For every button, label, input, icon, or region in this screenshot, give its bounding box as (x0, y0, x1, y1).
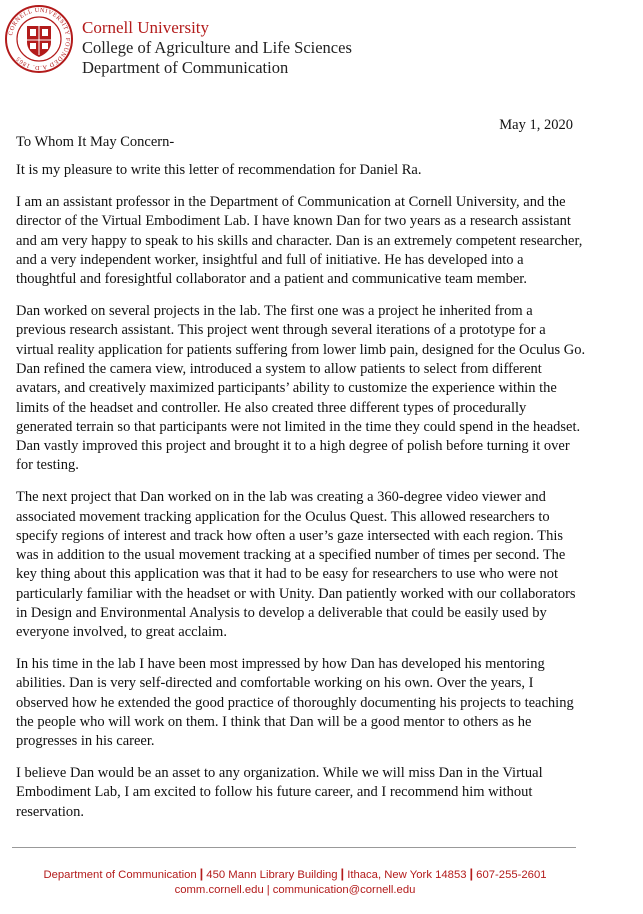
footer-city: Ithaca, New York 14853 (347, 869, 467, 881)
cornell-seal-icon (4, 4, 74, 74)
footer-line-2 (0, 883, 590, 898)
footer-separator: | (340, 866, 345, 881)
svg-text:CORNELL UNIVERSITY FOUNDED A.D: CORNELL UNIVERSITY FOUNDED A.D. 1865 (7, 6, 72, 72)
letter-date: May 1, 2020 (499, 117, 573, 133)
footer-website-link[interactable]: comm.cornell.edu (174, 884, 264, 896)
footer-email-link[interactable]: communication@cornell.edu (272, 884, 416, 896)
paragraph-intro: It is my pleasure to write this letter of recommendation for Daniel Ra. (16, 162, 422, 179)
department-name: Department of Communication (82, 58, 289, 77)
footer-divider (12, 847, 576, 848)
paragraph-mentoring: In his time in the lab I have been most impressed by how Dan has developed his mentoring abilities. Dan is very self-directed and comfortable working on his own. Over the years, I observed how he extended the good practice of thoroughly documenting his projects to teaching the people who will work on them. I think that Dan will be a good mentor to others as he progresses in his career. (16, 656, 574, 750)
footer-address: 450 Mann Library Building (206, 869, 338, 881)
letterhead (4, 4, 604, 76)
footer-phone: 607-255-2601 (476, 869, 547, 881)
paragraph-background: I am an assistant professor in the Department of Communication at Cornell University, and the director of the Virtual Embodiment Lab. I have known Dan for two years as a research assistant and am very happy to speak to his skills and character. Dan is an extremely competent researcher, and a very independent worker, insightful and full of initiative. He has developed into a thoughtful and foresightful collaborator and a patient and communicative team member. (16, 194, 583, 288)
paragraph-second-project: The next project that Dan worked on in the lab was creating a 360-degree video viewer and associated movement tracking application for the Oculus Quest. This allowed researchers to specify regions of interest and track how often a user’s gaze intersected with each region. This was in addition to the usual movement tracking at a specified number of times per second. The key thing about this application was that it had to be easy for researchers to use who were not particularly familiar with the headset or with Unity. Dan patiently worked with our collaborators in Design and Environmental Analysis to develop a deliverable that could be easily used by everyone involved, to great acclaim. (16, 489, 576, 641)
footer (0, 866, 590, 898)
college-name: College of Agriculture and Life Sciences (82, 38, 352, 57)
footer-separator: | (199, 866, 204, 881)
salutation: To Whom It May Concern- (16, 134, 175, 150)
paragraph-first-project: Dan worked on several projects in the lab. The first one was a project he inherited from a previous research assistant. This project went through several iterations of a prototype for a virtual reality application for patients suffering from lower limb pain, designed for the Oculus Go. Dan refined the camera view, introduced a system to allow patients to select from different avatars, and creatively maximized participants’ ability to customize the experience within the limits of the headset and controller. He also created three different types of procedurally generated terrain so that participants were not limited in the time they could spend in the headset. Dan vastly improved this project and brought it to a high degree of polish before turning it over for testing. (16, 303, 586, 474)
footer-separator: | (266, 884, 270, 896)
paragraph-closing: I believe Dan would be an asset to any organization. While we will miss Dan in the Virtual Embodiment Lab, I am excited to follow his future career, and I recommend him without reservation. (16, 765, 543, 820)
letter-body (16, 133, 586, 835)
footer-department: Department of Communication (43, 869, 197, 881)
footer-line-1 (0, 866, 590, 883)
footer-separator: | (469, 866, 474, 881)
university-name: Cornell University (82, 18, 210, 37)
letterhead-text (82, 18, 352, 78)
